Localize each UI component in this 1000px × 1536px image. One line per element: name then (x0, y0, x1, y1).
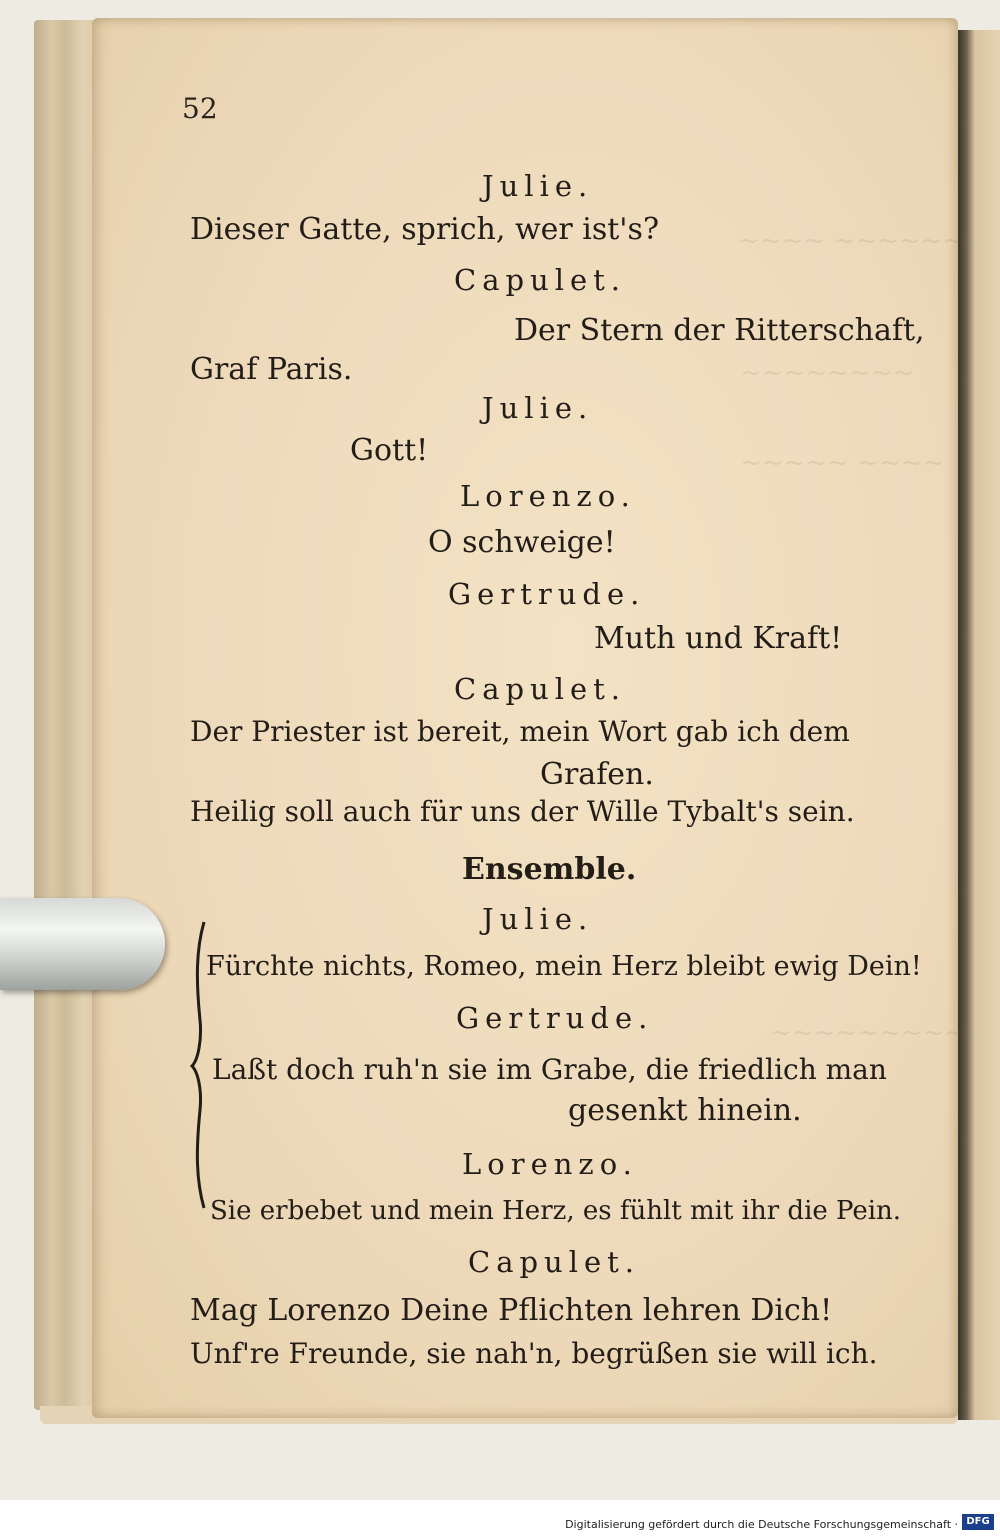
speaker-name: Julie. (482, 391, 594, 425)
dfg-logo: DFG (962, 1514, 994, 1530)
dialogue-line: O schweige! (428, 525, 616, 560)
footer-credit: Digitalisierung gefördert durch die Deutsche Forschungsgemeinschaft · (565, 1518, 958, 1531)
show-through: ~~~~~~~~~ (770, 1018, 967, 1048)
speaker-name: Capulet. (468, 1245, 641, 1279)
show-through: ~~~~~~~~ (740, 358, 915, 388)
speaker-name: Capulet. (454, 672, 627, 706)
page-holder-clip (0, 898, 165, 990)
dialogue-line: Graf Paris. (190, 352, 353, 387)
dialogue-line: Der Priester ist bereit, mein Wort gab ich dem (190, 715, 850, 748)
dialogue-line: Fürchte nichts, Romeo, mein Herz bleibt ewig Dein! (206, 951, 922, 982)
page-number: 52 (182, 92, 218, 125)
dialogue-line: Unf're Freunde, sie nah'n, begrüßen sie will ich. (190, 1337, 878, 1370)
dialogue-line: Dieser Gatte, sprich, wer ist's? (190, 212, 660, 247)
dialogue-line: Der Stern der Ritterschaft, (514, 313, 925, 348)
dialogue-line: Muth und Kraft! (594, 621, 843, 656)
speaker-name: Gertrude. (456, 1001, 654, 1035)
dialogue-line: Gott! (350, 433, 429, 468)
dialogue-line: Laßt doch ruh'n sie im Grabe, die friedlich man (212, 1053, 887, 1086)
dialogue-line: Grafen. (540, 757, 654, 792)
dialogue-line: Mag Lorenzo Deine Pflichten lehren Dich! (190, 1293, 833, 1328)
ensemble-brace (190, 920, 212, 1210)
show-through: ~~~~~ ~~~~ (740, 448, 945, 478)
show-through: ~~~~ ~~~~~~ (738, 226, 965, 256)
speaker-name: Gertrude. (448, 577, 646, 611)
section-heading: Ensemble. (462, 852, 637, 887)
book-page-edge-right (958, 30, 1000, 1420)
speaker-name: Julie. (482, 169, 594, 203)
speaker-name: Lorenzo. (462, 1147, 638, 1181)
speaker-name: Capulet. (454, 263, 627, 297)
dialogue-line: Heilig soll auch für uns der Wille Tybalt's sein. (190, 795, 855, 828)
dialogue-line: Sie erbebet und mein Herz, es fühlt mit ihr die Pein. (210, 1196, 902, 1226)
speaker-name: Lorenzo. (460, 479, 636, 513)
dialogue-line: gesenkt hinein. (568, 1093, 802, 1128)
speaker-name: Julie. (482, 902, 594, 936)
